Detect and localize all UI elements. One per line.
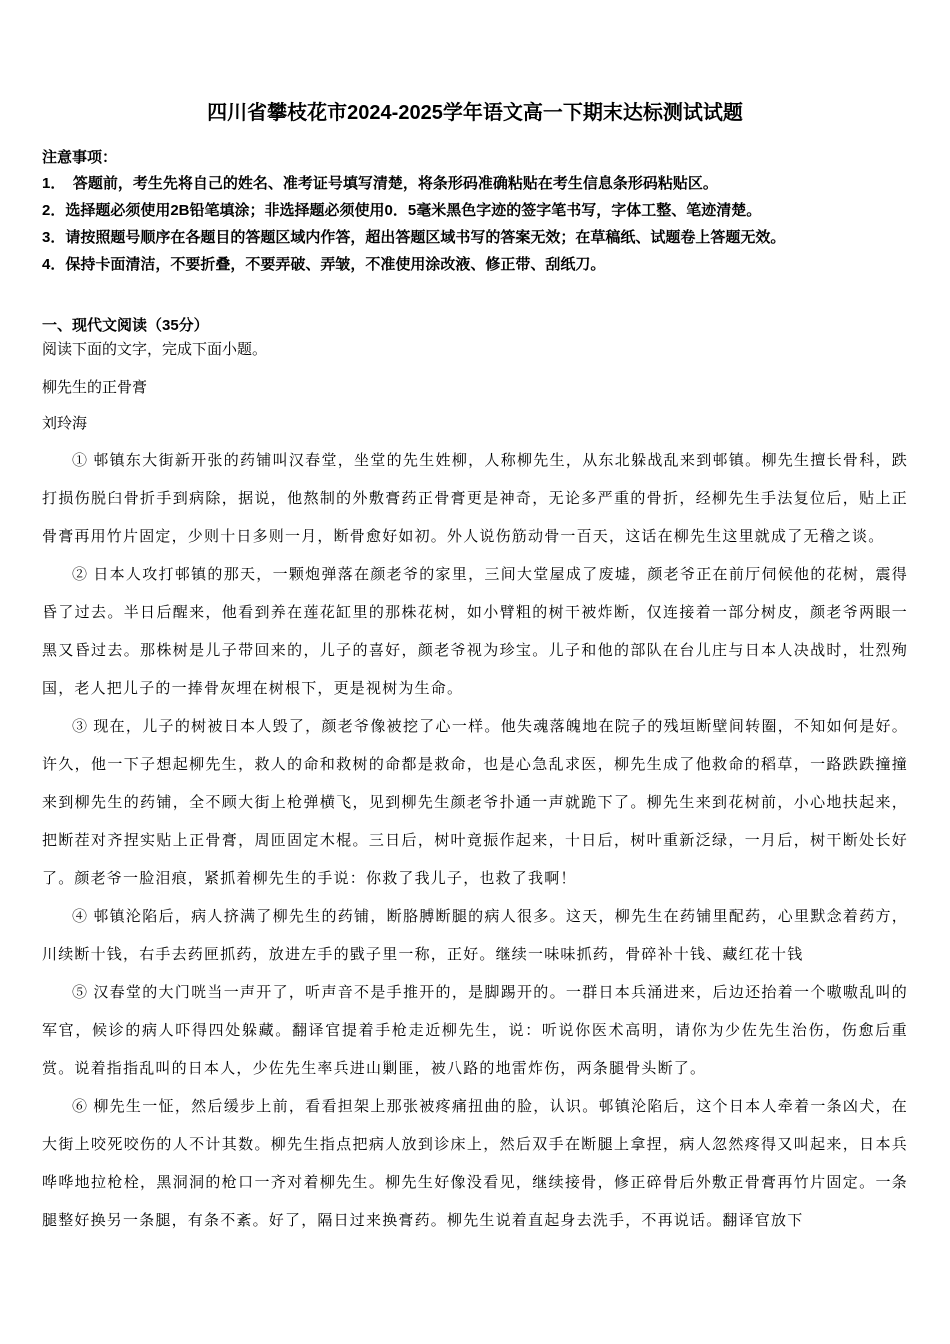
notice-item: 4．保持卡面清洁，不要折叠，不要弄破、弄皱，不准使用涂改液、修正带、刮纸刀。 bbox=[42, 256, 606, 273]
notice-item: 3．请按照题号顺序在各题目的答题区域内作答，超出答题区域书写的答案无效；在草稿纸、试题卷上答题无效。 bbox=[42, 229, 786, 246]
section-intro: 阅读下面的文字，完成下面小题。 bbox=[42, 342, 268, 358]
passage-title: 柳先生的正骨膏 bbox=[42, 380, 148, 396]
notice-item: 2．选择题必须使用2B铅笔填涂；非选择题必须使用0．5毫米黑色字迹的签字笔书写，字体工整、笔迹清楚。 bbox=[42, 202, 762, 219]
notice-heading: 注意事项： bbox=[42, 149, 118, 166]
reading-passage bbox=[42, 370, 908, 1240]
passage-paragraph-2: ② 日本人攻打邨镇的那天，一颗炮弹落在颜老爷的家里，三间大堂屋成了废墟，颜老爷正在前厅伺候他的花树，震得昏了过去。半日后醒来，他看到养在莲花缸里的那株花树，如小臂粗的树干被炸断，仅连接着一部分树皮，颜老爷两眼一黑又昏过去。那株树是儿子带回来的，儿子的喜好，颜老爷视为珍宝。儿子和他的部队在台儿庄与日本人决战时，壮烈殉国，老人把儿子的一捧骨灰埋在树根下，更是视树为生命。 bbox=[42, 567, 908, 697]
passage-paragraph-1: ① 邨镇东大街新开张的药铺叫汉春堂，坐堂的先生姓柳，人称柳先生，从东北躲战乱来到邨镇。柳先生擅长骨科，跌打损伤脱臼骨折手到病除，据说，他熬制的外敷膏药正骨膏更是神奇，无论多严重的骨折，经柳先生手法复位后，贴上正骨膏再用竹片固定，少则十日多则一月，断骨愈好如初。外人说伤筋动骨一百天，这话在柳先生这里就成了无稽之谈。 bbox=[42, 453, 908, 545]
passage-paragraph-5: ⑤ 汉春堂的大门咣当一声开了，听声音不是手推开的，是脚踢开的。一群日本兵涌进来，后边还抬着一个嗷嗷乱叫的军官，候诊的病人吓得四处躲藏。翻译官提着手枪走近柳先生，说：听说你医术高明，请你为少佐先生治伤，伤愈后重赏。说着指指乱叫的日本人，少佐先生率兵进山剿匪，被八路的地雷炸伤，两条腿骨头断了。 bbox=[42, 985, 908, 1077]
notice-list bbox=[42, 170, 908, 278]
notice-item: 1． 答题前，考生先将自己的姓名、准考证号填写清楚，将条形码准确粘贴在考生信息条形码粘贴区。 bbox=[42, 175, 718, 192]
passage-paragraph-4: ④ 邨镇沦陷后，病人挤满了柳先生的药铺，断胳膊断腿的病人很多。这天，柳先生在药铺里配药，心里默念着药方，川续断十钱，右手去药匣抓药，放进左手的戥子里一称，正好。继续一味味抓药，骨碎补十钱、藏红花十钱 bbox=[42, 909, 908, 963]
section-heading-modern-reading: 一、现代文阅读（35分） bbox=[42, 317, 209, 334]
passage-author: 刘玲海 bbox=[42, 416, 88, 432]
passage-paragraph-3: ③ 现在，儿子的树被日本人毁了，颜老爷像被挖了心一样。他失魂落魄地在院子的残垣断壁间转圈，不知如何是好。许久，他一下子想起柳先生，救人的命和救树的命都是救命，也是心急乱求医，柳先生成了他救命的稻草，一路跌跌撞撞来到柳先生的药铺，全不顾大街上枪弹横飞，见到柳先生颜老爷扑通一声就跪下了。柳先生来到花树前，小心地扶起来，把断茬对齐捏实贴上正骨膏，周匝固定木棍。三日后，树叶竟振作起来，十日后，树叶重新泛绿，一月后，树干断处长好了。颜老爷一脸泪痕，紧抓着柳先生的手说：你救了我儿子，也救了我啊！ bbox=[42, 719, 908, 887]
notice-block bbox=[42, 146, 908, 278]
page-title: 四川省攀枝花市2024-2025学年语文高一下期末达标测试试题 bbox=[207, 102, 743, 124]
passage-paragraph-6: ⑥ 柳先生一怔，然后缓步上前，看看担架上那张被疼痛扭曲的脸，认识。邨镇沦陷后，这个日本人牵着一条凶犬，在大街上咬死咬伤的人不计其数。柳先生指点把病人放到诊床上，然后双手在断腿上拿捏，病人忽然疼得又叫起来，日本兵哗哗地拉枪栓，黑洞洞的枪口一齐对着柳先生。柳先生好像没看见，继续接骨，修正碎骨后外敷正骨膏再竹片固定。一条腿整好换另一条腿，有条不紊。好了，隔日过来换膏药。柳先生说着直起身去洗手，不再说话。翻译官放下 bbox=[42, 1099, 908, 1229]
